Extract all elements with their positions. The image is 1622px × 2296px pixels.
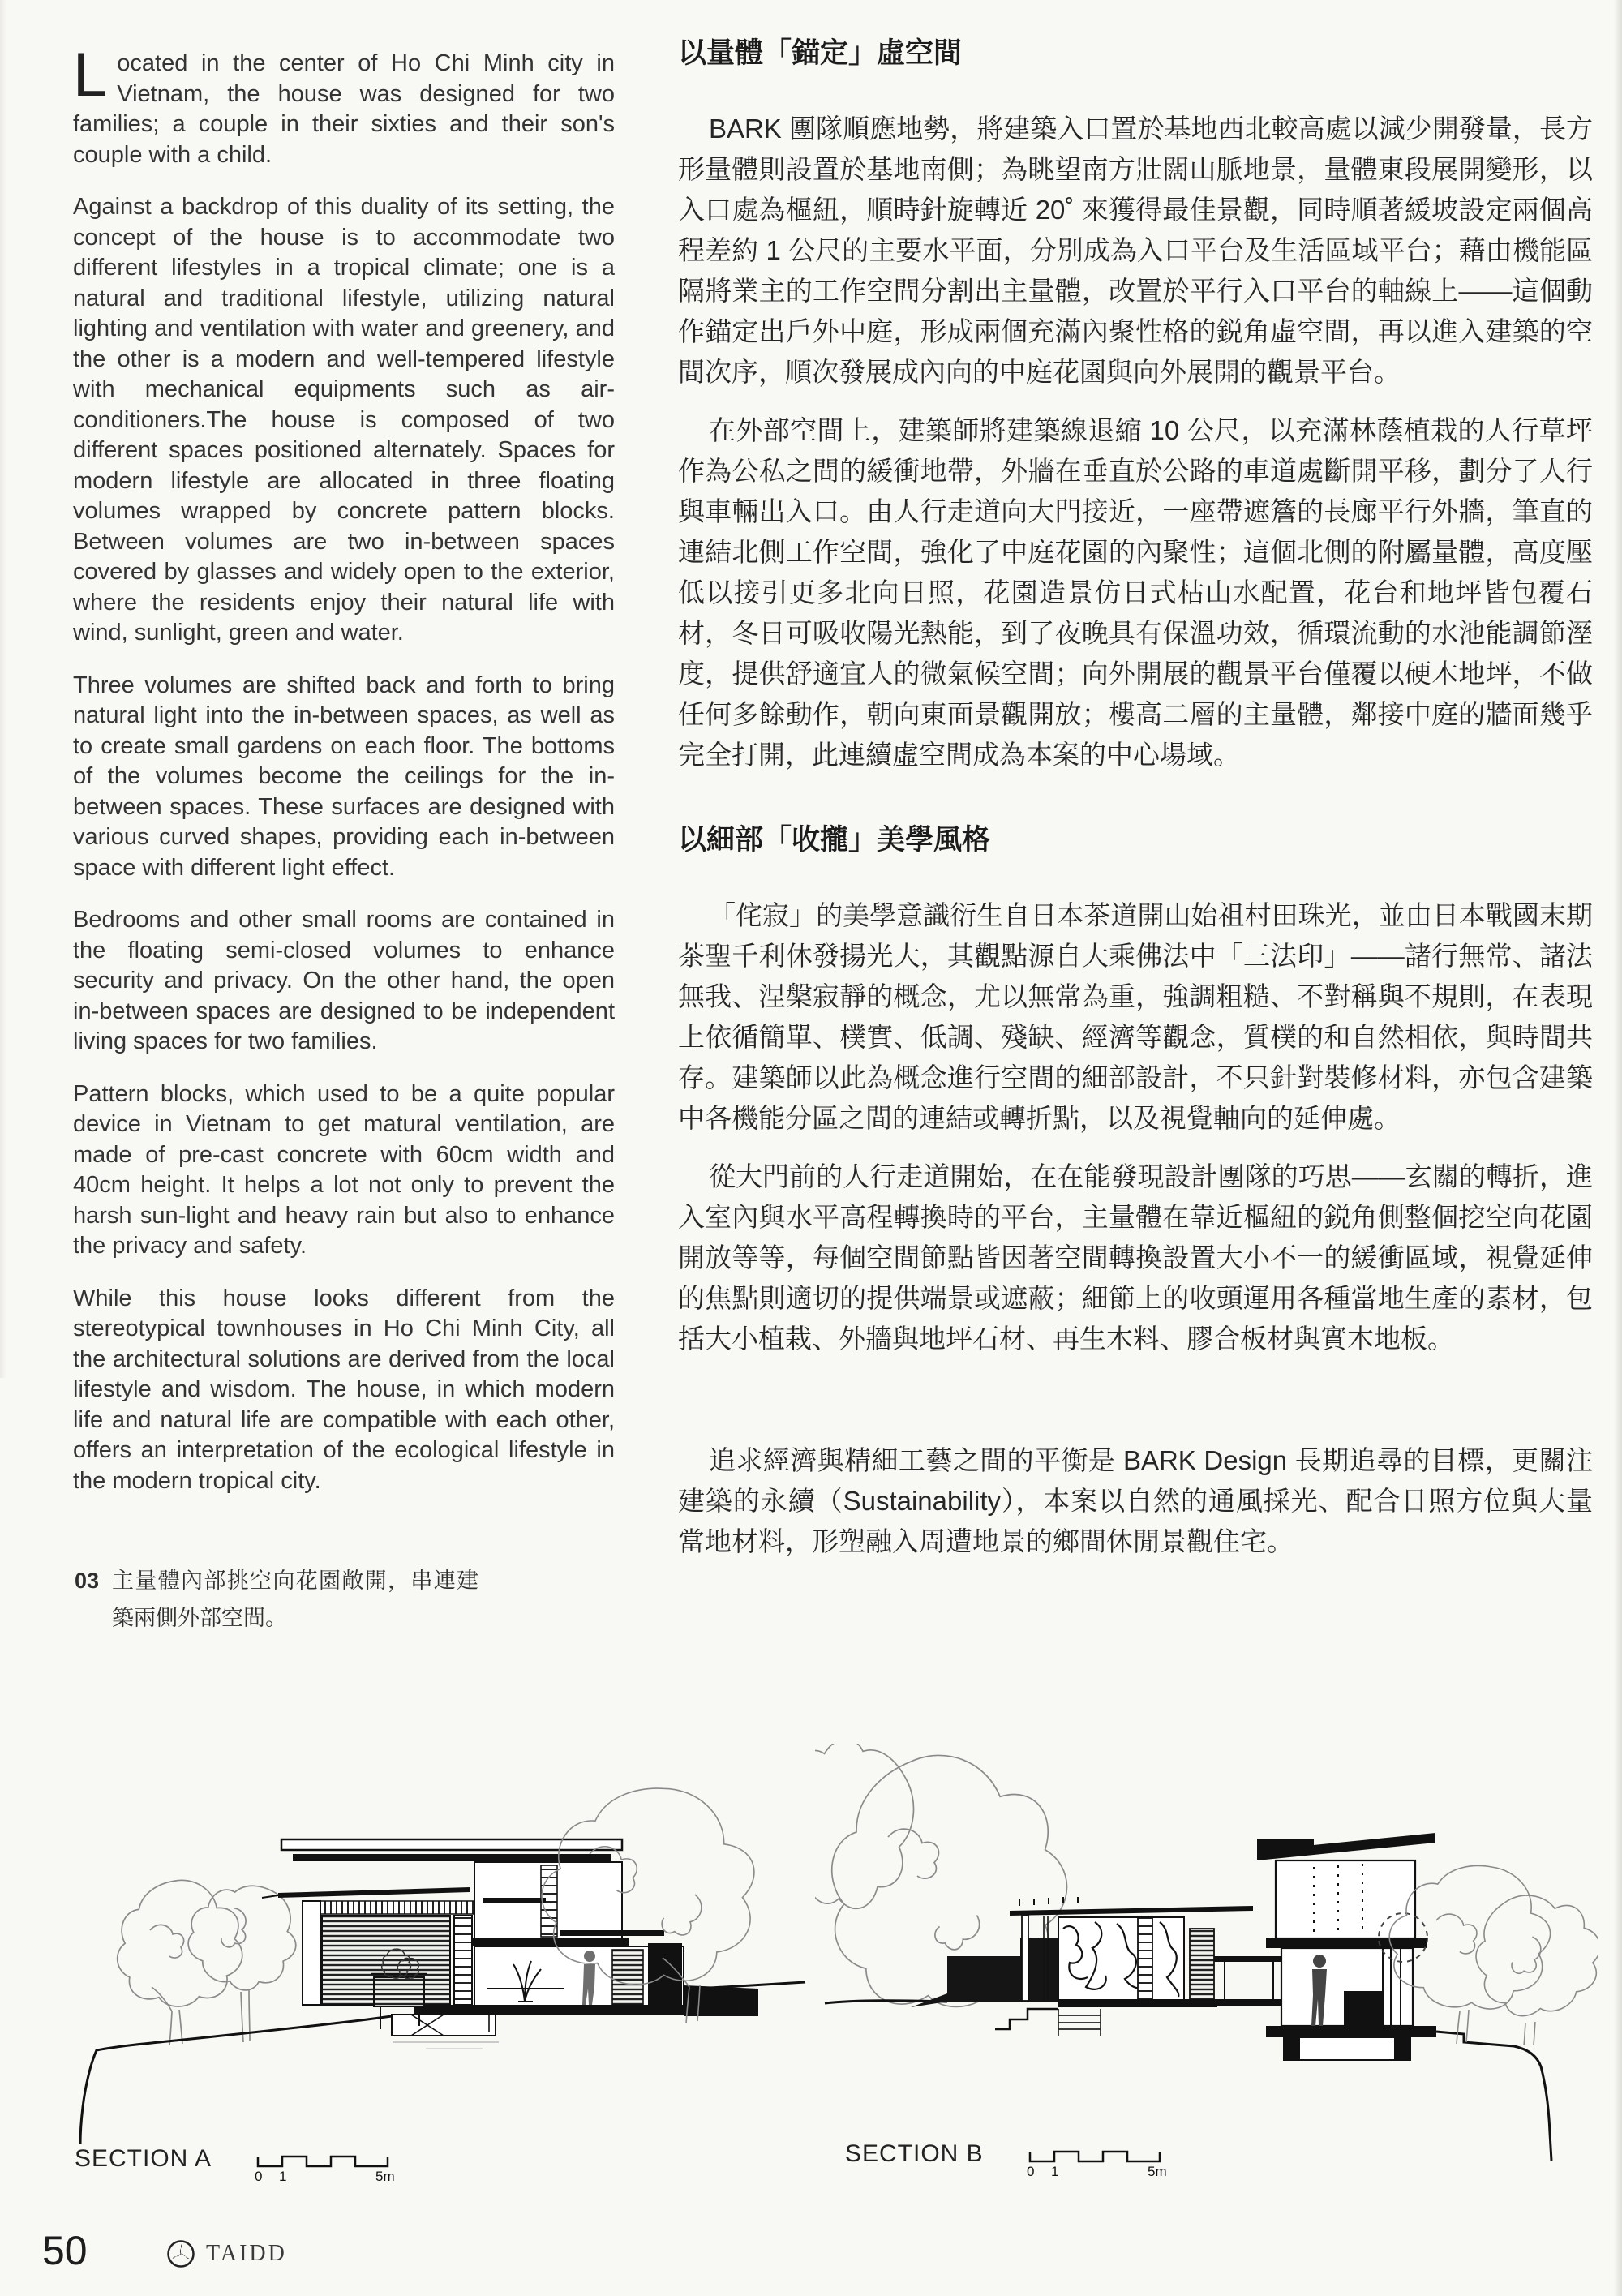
section-heading-anchoring: 以量體「錨定」虛空間 bbox=[678, 37, 963, 69]
taidd-logo-icon bbox=[165, 2238, 196, 2269]
photo-caption-03 bbox=[75, 1562, 478, 1637]
page-edge-shadow-right bbox=[1614, 0, 1622, 2296]
publisher-brand bbox=[165, 2238, 287, 2269]
paragraph: 在外部空間上，建築師將建築線退縮 10 公尺，以充滿林蔭植栽的人行草坪作為公私之間的緩衝地帶，外牆在垂直於公路的車道處斷開平移，劃分了人行與車輛出入口。由人行走道向大門接近，一座帶遮簷的長廊平行外牆，筆直的連結北側工作空間，強化了中庭花園的內聚性；這個北側的附屬量體，高度壓低以接引更多北向日照，花園造景仿日式枯山水配置，花台和地坪皆包覆石材，冬日可吸收陽光熱能，到了夜晚具有保溫功效，循環流動的水池能調節溼度，提供舒適宜人的微氣候空間；向外開展的觀景平台僅覆以硬木地坪，不做任何多餘動作，朝向東面景觀開放；樓高二層的主量體，鄰接中庭的牆面幾乎完全打開，此連續虛空間成為本案的中心場域。 bbox=[678, 415, 1593, 770]
paragraph: 追求經濟與精細工藝之間的平衡是 BARK Design 長期追尋的目標，更關注建築的永續（Sustainability），本案以自然的通風採光、配合日照方位與大量當地材料，形塑融入周遭地景的鄉間休閒景觀住宅。 bbox=[678, 1445, 1593, 1556]
paragraph: 「侘寂」的美學意識衍生自日本茶道開山始祖村田珠光，並由日本戰國末期茶聖千利休發揚光大，其觀點源自大乘佛法中「三法印」——諸行無常、諸法無我、涅槃寂靜的概念，尤以無常為重，強調粗糙、不對稱與不規則，在表現上依循簡單、樸實、低調、殘缺、經濟等觀念，質樸的和自然相依，與時間共存。建築師以此為概念進行空間的細部設計，不只針對裝修材料，亦包含建築中各機能分區之間的連結或轉折點，以及視覺軸向的延伸處。 bbox=[678, 900, 1593, 1133]
section-b-label-row bbox=[845, 2140, 1172, 2179]
svg-text:1: 1 bbox=[279, 2169, 287, 2184]
svg-text:5m: 5m bbox=[1147, 2164, 1167, 2179]
paragraph: Against a backdrop of this duality of its setting, the concept of the house is to accommodate two different lifestyles in a tropical climate; one is a natural and traditional lifestyle, utilizing natural lighting and ventilation with water and greenery, and the other is a modern and well-tempered lifestyle with mechanical equipments such as air-conditioners.The house is composed of two different spaces positioned alternately. Spaces for modern lifestyle are allocated in three floating volumes wrapped by concrete pattern blocks. Between volumes are two in-between spaces covered by glasses and widely open to the exterior, where the residents enjoy their natural life with wind, sunlight, green and water. bbox=[73, 194, 615, 646]
section-b-drawing bbox=[815, 1744, 1598, 2165]
caption-number: 03 bbox=[75, 1569, 100, 1593]
page-number: 50 bbox=[42, 2228, 88, 2273]
caption-text: 主量體內部挑空向花園敞開，串連建築兩側外部空間。 bbox=[112, 1569, 479, 1630]
retaining-wall bbox=[911, 1938, 1083, 2007]
paragraph: Bedrooms and other small rooms are contained in the floating semi-closed volumes to enhance security and privacy. On the other hand, the open in-between spaces are designed to be independent living spaces for two families. bbox=[73, 907, 615, 1054]
svg-text:1: 1 bbox=[1050, 2164, 1059, 2179]
chinese-text-column bbox=[678, 36, 1593, 1562]
paragraph: Located in the center of Ho Chi Minh city in Vietnam, the house was designed for two families; a couple in their sixties and their son's couple with a child. bbox=[73, 41, 615, 168]
section-a-label-row bbox=[75, 2145, 400, 2184]
tower-section bbox=[1257, 1833, 1436, 2060]
paragraph: Pattern blocks, which used to be a quite popular device in Vietnam to get matural ventilation, are made of pre-cast concrete with 60cm width and 40cm height. It helps a lot not only to prevent the harsh sun-light and heavy rain but also to enhance the privacy and safety. bbox=[73, 1080, 615, 1259]
paragraph: 從大門前的人行走道開始，在在能發現設計團隊的巧思——玄關的轉折，進入室內與水平高程轉換時的平台，主量體在靠近樞紐的鋭角側整個挖空向花園開放等等，每個空間節點皆因著空間轉換設置大小不一的緩衝區域，視覺延伸的焦點則適切的提供端景或遮蔽；細節上的收頭運用各種當地生產的素材，包括大小植栽、外牆與地坪石材、再生木料、膠合板材與實木地板。 bbox=[678, 1161, 1593, 1354]
svg-text:0: 0 bbox=[255, 2169, 263, 2184]
terrain-line-right bbox=[1436, 2032, 1551, 2161]
english-text-column bbox=[73, 41, 615, 1518]
scale-bar-icon bbox=[254, 2142, 400, 2184]
section-a-drawing bbox=[45, 1744, 811, 2149]
paragraph: While this house looks different from the stereotypical townhouses in Ho Chi Minh City, all the architectural solutions are derived from the local lifestyle and wisdom. The house, in which modern life and natural life are compatible with each other, offers an interpretation of the ecological lifestyle in the modern tropical city. bbox=[73, 1285, 615, 1494]
page-edge-shadow-left bbox=[0, 0, 6, 1378]
drop-cap: L bbox=[73, 41, 108, 109]
brand-text: TAIDD bbox=[206, 2241, 287, 2266]
paragraph: Three volumes are shifted back and forth to bring natural light into the in-between spaces, as well as to create small gardens on each floor. The bottoms of the volumes become the ceilings for the in-between spaces. These surfaces are designed with various curved shapes, providing each in-between space with different light effect. bbox=[73, 672, 615, 881]
terrain-line-slope bbox=[80, 2016, 392, 2144]
scale-bar-icon bbox=[1026, 2137, 1172, 2179]
paragraph: BARK 團隊順應地勢，將建築入口置於基地西北較高處以減少開發量，長方形量體則設置於基地南側；為眺望南方壯闊山脈地景，量體東段展開變形，以入口處為樞紐，順時針旋轉近 20˚ 來獲得最佳景觀，同時順著緩坡設定兩個高程差約 1 公尺的主要水平面，分別成為入口平台及生活區域平台；藉由機能區隔將業主的工作空間分割出主量體，改置於平行入口平台的軸線上——這個動作錨定出戶外中庭，形成兩個充滿內聚性格的鋭角虛空間，再以進入建築的空間次序，順次發展成內向的中庭花園與向外展開的觀景平台。 bbox=[678, 114, 1593, 387]
tree-outline-group-left bbox=[118, 1861, 319, 2045]
section-a-label: SECTION A bbox=[75, 2145, 212, 2172]
svg-text:5m: 5m bbox=[375, 2169, 395, 2184]
section-heading-aesthetic: 以細部「收攏」美學風格 bbox=[678, 824, 991, 856]
section-b-label: SECTION B bbox=[845, 2140, 984, 2167]
house-section bbox=[262, 1839, 758, 2049]
svg-text:0: 0 bbox=[1026, 2164, 1035, 2179]
